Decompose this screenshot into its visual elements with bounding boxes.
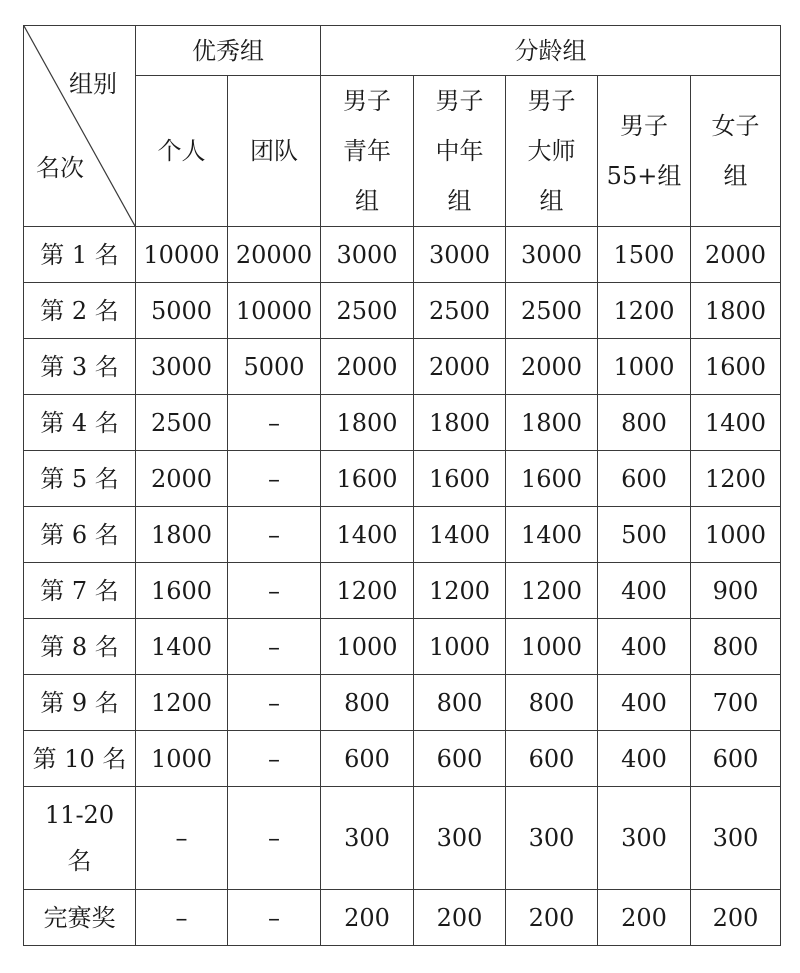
- prize-value-cell: 200: [598, 890, 691, 946]
- rank-label: 第 10 名: [32, 744, 127, 773]
- subcol-men-youth: [321, 76, 414, 227]
- prize-value-cell: 1800: [136, 507, 228, 563]
- table-body: [24, 227, 781, 946]
- subcol-women: [691, 76, 781, 227]
- prize-value-cell: 1000: [506, 619, 598, 675]
- rank-cell: [24, 890, 136, 946]
- table-row: [24, 890, 781, 946]
- prize-value-cell: 300: [691, 787, 781, 890]
- subcol-line: 中年: [435, 137, 484, 165]
- rank-label: 第 4 名: [40, 408, 119, 437]
- prize-value-cell: 300: [598, 787, 691, 890]
- prize-value-cell: 400: [598, 675, 691, 731]
- rank-cell: [24, 339, 136, 395]
- prize-value-cell: 500: [598, 507, 691, 563]
- prize-value-cell: 1000: [321, 619, 414, 675]
- prize-value-cell: 700: [691, 675, 781, 731]
- rank-label: 11-20: [44, 801, 115, 829]
- prize-value-cell: 1500: [598, 227, 691, 283]
- prize-value-cell: –: [228, 787, 321, 890]
- prize-value-cell: 1000: [136, 731, 228, 787]
- prize-table: [23, 25, 781, 946]
- prize-value-cell: 800: [321, 675, 414, 731]
- prize-value-cell: 1400: [414, 507, 506, 563]
- prize-value-cell: 800: [414, 675, 506, 731]
- table-row: [24, 451, 781, 507]
- prize-value-cell: 1200: [136, 675, 228, 731]
- subcol-line: 男子: [435, 87, 484, 115]
- subcol-line: 青年: [343, 137, 391, 165]
- subcol-line: 55+组: [606, 162, 682, 190]
- prize-value-cell: 1200: [691, 451, 781, 507]
- prize-value-cell: 10000: [136, 227, 228, 283]
- subcol-men-middle: [414, 76, 506, 227]
- header-subcolumn-row: [24, 76, 781, 227]
- prize-value-cell: 1800: [691, 283, 781, 339]
- rank-cell: [24, 675, 136, 731]
- table-row: [24, 283, 781, 339]
- prize-table-container: [23, 25, 780, 955]
- prize-value-cell: 1600: [414, 451, 506, 507]
- prize-value-cell: 600: [414, 731, 506, 787]
- table-row: [24, 507, 781, 563]
- prize-value-cell: 1000: [691, 507, 781, 563]
- rank-cell: [24, 451, 136, 507]
- subcol-line: 大师: [527, 137, 576, 165]
- rank-label: 第 8 名: [40, 632, 119, 661]
- prize-value-cell: 2000: [136, 451, 228, 507]
- prize-value-cell: 5000: [136, 283, 228, 339]
- prize-value-cell: 800: [691, 619, 781, 675]
- prize-value-cell: 1200: [321, 563, 414, 619]
- prize-value-cell: 1200: [506, 563, 598, 619]
- prize-value-cell: 400: [598, 563, 691, 619]
- table-row: [24, 395, 781, 451]
- prize-value-cell: 20000: [228, 227, 321, 283]
- prize-value-cell: –: [228, 395, 321, 451]
- diagonal-line: [24, 26, 135, 226]
- rank-label: 第 1 名: [40, 240, 119, 269]
- group-header-elite: 优秀组: [136, 26, 321, 76]
- rank-label: 第 9 名: [40, 688, 119, 717]
- subcol-team: [228, 76, 321, 227]
- prize-value-cell: 1400: [136, 619, 228, 675]
- prize-value-cell: 600: [598, 451, 691, 507]
- prize-value-cell: –: [228, 619, 321, 675]
- prize-value-cell: 2000: [506, 339, 598, 395]
- rank-cell: [24, 395, 136, 451]
- prize-value-cell: 800: [506, 675, 598, 731]
- subcol-line: 组: [447, 187, 472, 215]
- prize-value-cell: 2500: [506, 283, 598, 339]
- prize-value-cell: 1600: [691, 339, 781, 395]
- table-row: [24, 563, 781, 619]
- table-row: [24, 675, 781, 731]
- prize-value-cell: 3000: [136, 339, 228, 395]
- subcol-line: 男子: [527, 87, 576, 115]
- prize-value-cell: –: [228, 675, 321, 731]
- prize-value-cell: 1000: [598, 339, 691, 395]
- prize-value-cell: 1000: [414, 619, 506, 675]
- prize-value-cell: 200: [321, 890, 414, 946]
- diagonal-column-label: 组别: [69, 70, 117, 98]
- prize-value-cell: 3000: [321, 227, 414, 283]
- prize-value-cell: 300: [414, 787, 506, 890]
- prize-value-cell: 1800: [414, 395, 506, 451]
- prize-value-cell: –: [228, 731, 321, 787]
- prize-value-cell: –: [136, 787, 228, 890]
- subcol-men-master: [506, 76, 598, 227]
- prize-value-cell: 200: [414, 890, 506, 946]
- prize-value-cell: 1400: [506, 507, 598, 563]
- subcol-men-55plus: [598, 76, 691, 227]
- prize-value-cell: –: [228, 890, 321, 946]
- prize-value-cell: 800: [598, 395, 691, 451]
- prize-value-cell: 400: [598, 619, 691, 675]
- prize-value-cell: 10000: [228, 283, 321, 339]
- subcol-line: 组: [539, 187, 564, 215]
- prize-value-cell: 1600: [321, 451, 414, 507]
- prize-value-cell: 300: [321, 787, 414, 890]
- rank-label: 第 6 名: [40, 520, 119, 549]
- prize-value-cell: 2000: [691, 227, 781, 283]
- table-row: [24, 731, 781, 787]
- prize-value-cell: 1200: [598, 283, 691, 339]
- prize-value-cell: 1600: [136, 563, 228, 619]
- rank-cell: [24, 731, 136, 787]
- rank-label: 第 7 名: [40, 576, 119, 605]
- rank-cell: [24, 787, 136, 890]
- prize-value-cell: 3000: [506, 227, 598, 283]
- diagonal-header-cell: [24, 26, 136, 227]
- prize-value-cell: 300: [506, 787, 598, 890]
- rank-label: 第 2 名: [40, 296, 119, 325]
- group-header-age: 分龄组: [321, 26, 781, 76]
- prize-value-cell: –: [228, 507, 321, 563]
- prize-value-cell: 3000: [414, 227, 506, 283]
- rank-cell: [24, 619, 136, 675]
- prize-value-cell: 5000: [228, 339, 321, 395]
- prize-value-cell: 1800: [321, 395, 414, 451]
- rank-label: 完赛奖: [43, 903, 116, 932]
- subcol-line: 女子: [711, 112, 760, 140]
- rank-cell: [24, 563, 136, 619]
- prize-value-cell: 1600: [506, 451, 598, 507]
- subcol-line: 组: [723, 162, 748, 190]
- rank-cell: [24, 507, 136, 563]
- prize-value-cell: 2000: [321, 339, 414, 395]
- table-row: [24, 787, 781, 890]
- subcol-line: 男子: [620, 112, 668, 140]
- prize-value-cell: 2000: [414, 339, 506, 395]
- prize-value-cell: 600: [321, 731, 414, 787]
- prize-value-cell: 200: [506, 890, 598, 946]
- table-row: [24, 619, 781, 675]
- subcol-line: 组: [355, 187, 379, 215]
- prize-value-cell: 1400: [691, 395, 781, 451]
- prize-value-cell: 2500: [414, 283, 506, 339]
- rank-cell: [24, 283, 136, 339]
- table-row: [24, 339, 781, 395]
- prize-value-cell: –: [228, 563, 321, 619]
- subcol-line: 个人: [157, 137, 206, 165]
- diagonal-row-label: 名次: [36, 154, 84, 182]
- rank-label: 第 5 名: [40, 464, 119, 493]
- table-row: [24, 227, 781, 283]
- subcol-line: 男子: [343, 87, 391, 115]
- prize-value-cell: 2500: [321, 283, 414, 339]
- prize-value-cell: 2500: [136, 395, 228, 451]
- prize-value-cell: 400: [598, 731, 691, 787]
- header-group-row: [24, 26, 781, 76]
- rank-label: 第 3 名: [40, 352, 119, 381]
- subcol-individual: [136, 76, 228, 227]
- prize-value-cell: 1800: [506, 395, 598, 451]
- prize-value-cell: 600: [691, 731, 781, 787]
- prize-value-cell: 200: [691, 890, 781, 946]
- prize-value-cell: 1200: [414, 563, 506, 619]
- prize-value-cell: –: [136, 890, 228, 946]
- prize-value-cell: 900: [691, 563, 781, 619]
- rank-label: 名: [67, 847, 92, 875]
- prize-value-cell: 600: [506, 731, 598, 787]
- subcol-line: 团队: [250, 137, 298, 165]
- rank-cell: [24, 227, 136, 283]
- prize-value-cell: –: [228, 451, 321, 507]
- prize-value-cell: 1400: [321, 507, 414, 563]
